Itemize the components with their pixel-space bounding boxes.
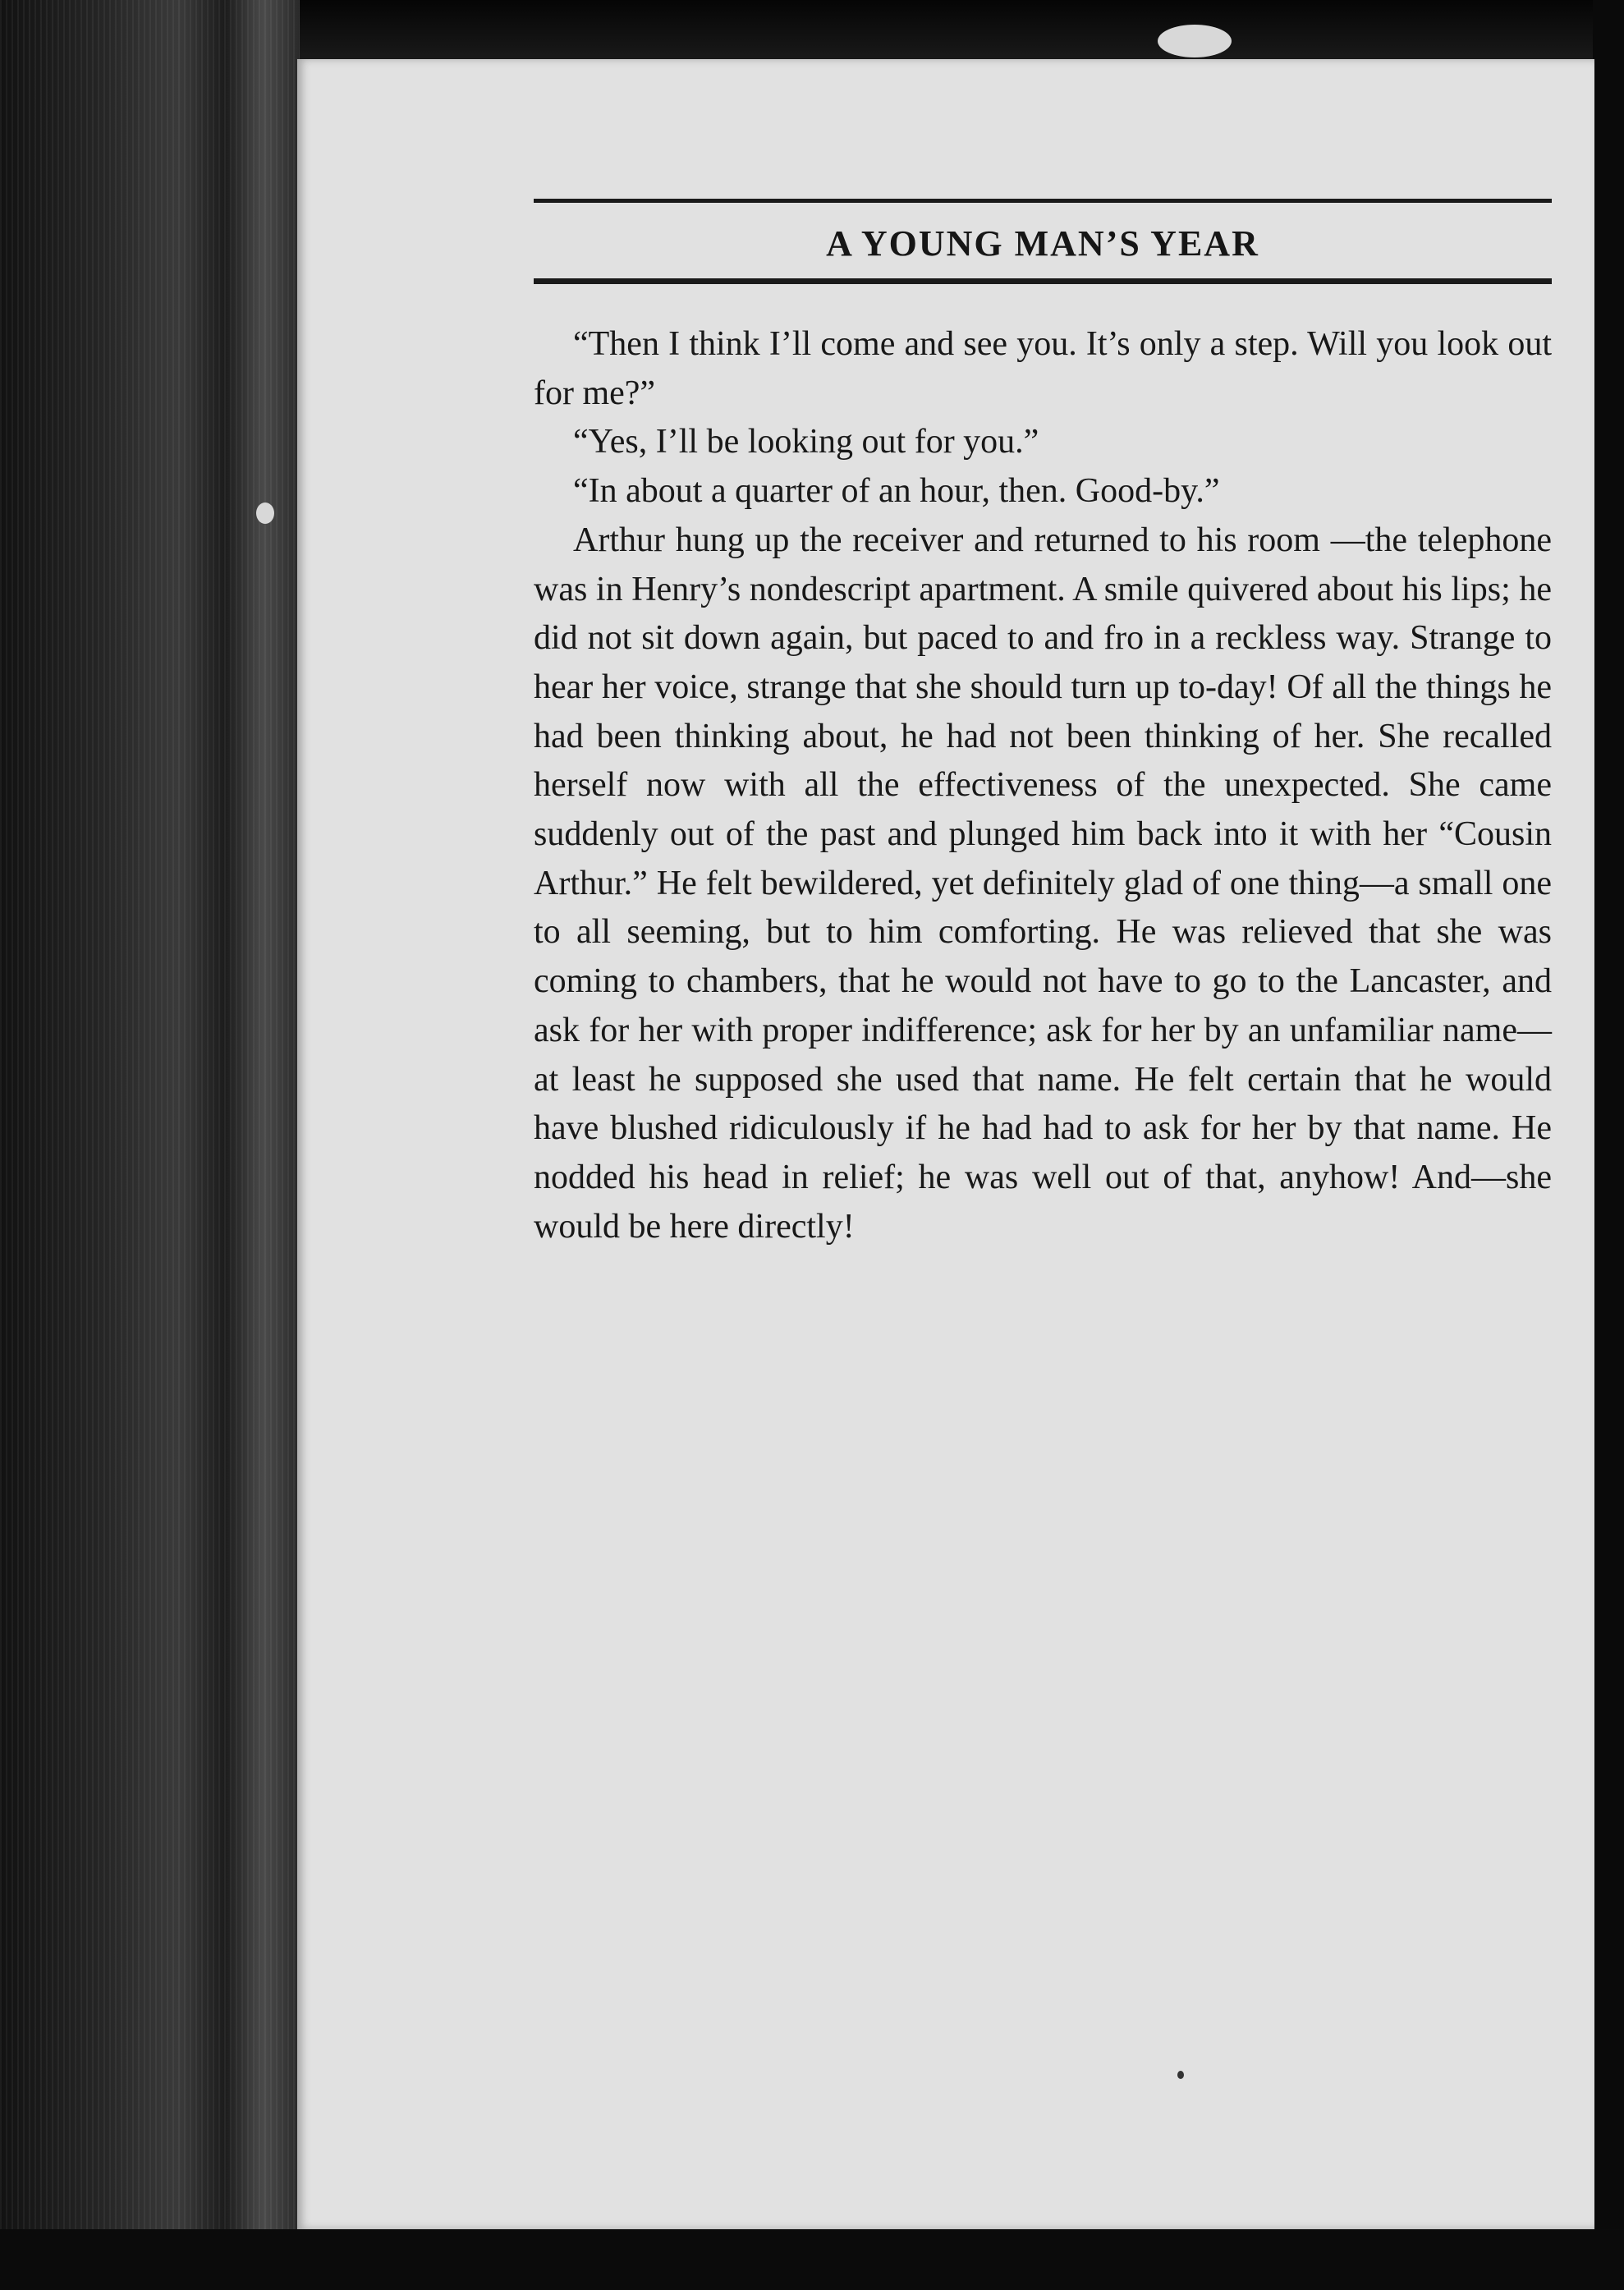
scan-speck	[256, 503, 274, 524]
book-page	[297, 59, 1594, 2229]
paragraph: “Then I think I’ll come and see you. It’s only a step. Will you look out for me?”	[534, 325, 1552, 412]
paragraph: “Yes, I’ll be looking out for you.”	[573, 423, 1039, 461]
paragraph: “In about a quarter of an hour, then. Good-by.”	[573, 472, 1220, 511]
body-text	[534, 320, 1552, 1251]
page-mark	[1177, 2071, 1184, 2079]
scan-speck	[1158, 25, 1232, 57]
scan-border-right	[1593, 0, 1624, 2290]
scan-border-bottom	[0, 2229, 1624, 2290]
page-content	[534, 199, 1552, 1251]
scan-border-left	[0, 0, 300, 2290]
running-title: A YOUNG MAN’S YEAR	[826, 223, 1259, 264]
paragraph: Arthur hung up the receiver and returned to his room —the telephone was in Henry’s nondescript apartment. A smile quivered about his lips; he did not sit down again, but paced to and fro in a reckless way. Strange to hear her voice, strange that she should turn up to-day! Of all the things he had been thinking about, he had not been thinking of her. She recalled herself now with all the effectiveness of the unexpected. She came suddenly out of the past and plunged him back into it with her “Cousin Arthur.” He felt bewildered, yet definitely glad of one thing—a small one to all seeming, but to him comforting. He was relieved that she was coming to chambers, that he would not have to go to the Lancaster, and ask for her with proper indifference; ask for her by an unfamiliar name—at least he supposed she used that name. He felt certain that he would have blushed ridiculously if he had had to ask for her by that name. He nodded his head in relief; he was well out of that, anyhow! And—she would be here directly!	[534, 521, 1552, 1246]
header-rule-bottom	[534, 278, 1552, 284]
